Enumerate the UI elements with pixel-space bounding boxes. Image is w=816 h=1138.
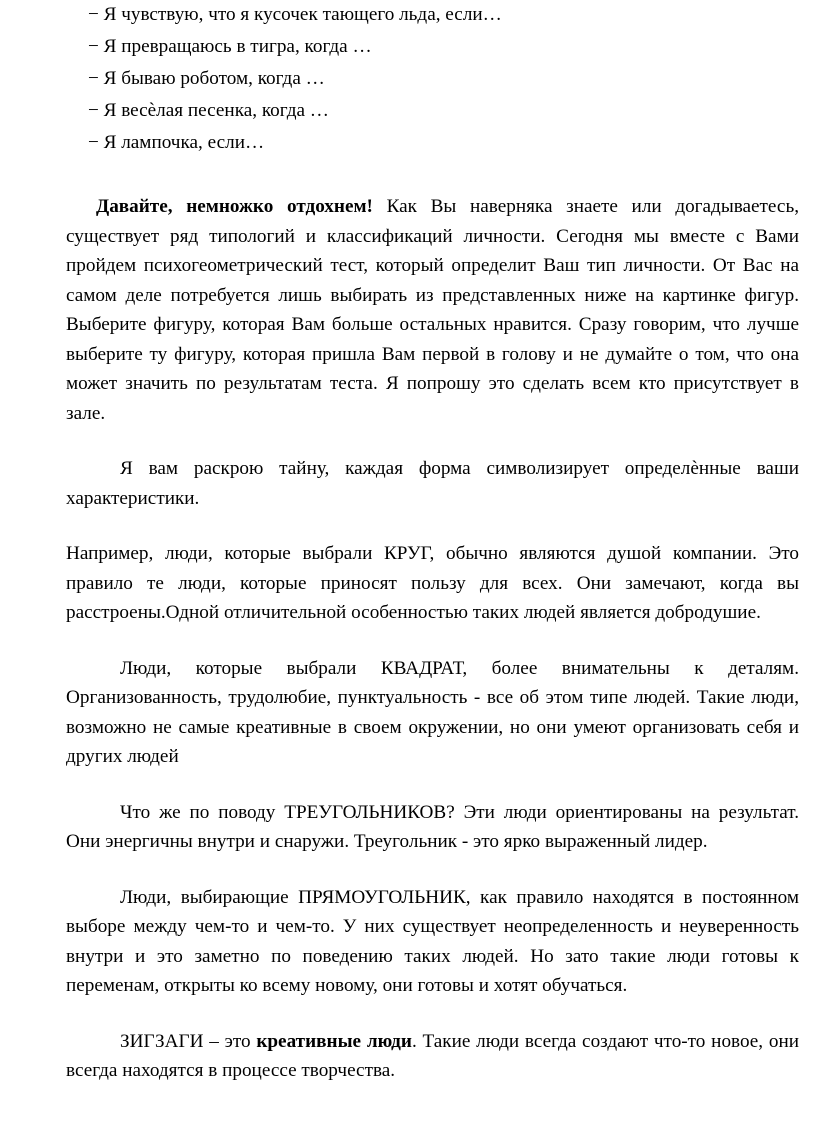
intro-text: Как Вы наверняка знаете или догадываетесь, существует ряд типологий и классификаций личности. Сегодня мы вместе с Вами пройдем психогеометрический тест, который определит Ваш тип личности. От Вас на самом деле потребуется лишь выбирать из представленных ниже на картинке фигур. Выберите фигуру, которая Вам больше остальных нравится. Сразу говорим, что лучше выберите ту фигуру, которая пришла Вам первой в голову и не думайте о том, что она может значить по результатам теста. Я попрошу это сделать всем кто присутствует в зале. [66,196,799,424]
list-item: − Я чувствую, что я кусочек тающего льда, если… [88,4,502,25]
document-page [66,0,799,1086]
zigzag-bold: креативные люди [256,1030,412,1052]
list-item: − Я лампочка, если… [88,132,265,153]
secret-paragraph: Я вам раскрою тайну, каждая форма символизирует определѐнные ваши характеристики. [66,458,799,509]
square-paragraph: Люди, которые выбрали КВАДРАТ, более внимательны к деталям. Организованность, трудолюбие, пунктуальность - все об этом типе людей. Такие люди, возможно не самые креативные в своем окружении, но они умеют организовать себя и других людей [66,657,799,767]
question-list [66,0,799,160]
circle-paragraph: Например, люди, которые выбрали КРУГ, обычно являются душой компании. Это правило те люди, которые приносят пользу для всех. Они замечают, когда вы расстроены.Одной отличительной особенностью таких людей является добродушие. [66,543,799,623]
rectangle-paragraph: Люди, выбирающие ПРЯМОУГОЛЬНИК, как правило находятся в постоянном выборе между чем-то и чем-то. У них существует неопределенность и неуверенность внутри и это заметно по поведению таких людей. Но зато такие люди готовы к переменам, открыты ко всему новому, они готовы и хотят обучаться. [66,886,799,996]
zigzag-paragraph [66,1027,799,1086]
intro-paragraph [66,192,799,428]
zigzag-start: ЗИГЗАГИ – это [120,1030,257,1052]
list-item: − Я бываю роботом, когда … [88,68,325,89]
list-item: − Я весѐлая песенка, когда … [88,100,329,121]
intro-bold: Давайте, немножко отдохнем! [96,196,373,217]
triangle-paragraph: Что же по поводу ТРЕУГОЛЬНИКОВ? Эти люди ориентированы на результат. Они энергичны внутри и снаружи. Треугольник - это ярко выраженный лидер. [66,801,799,852]
list-item: − Я превращаюсь в тигра, когда … [88,36,372,57]
zigzag-end: . Такие люди всегда создают что-то новое, они всегда находятся в процессе творчества. [66,1030,800,1081]
